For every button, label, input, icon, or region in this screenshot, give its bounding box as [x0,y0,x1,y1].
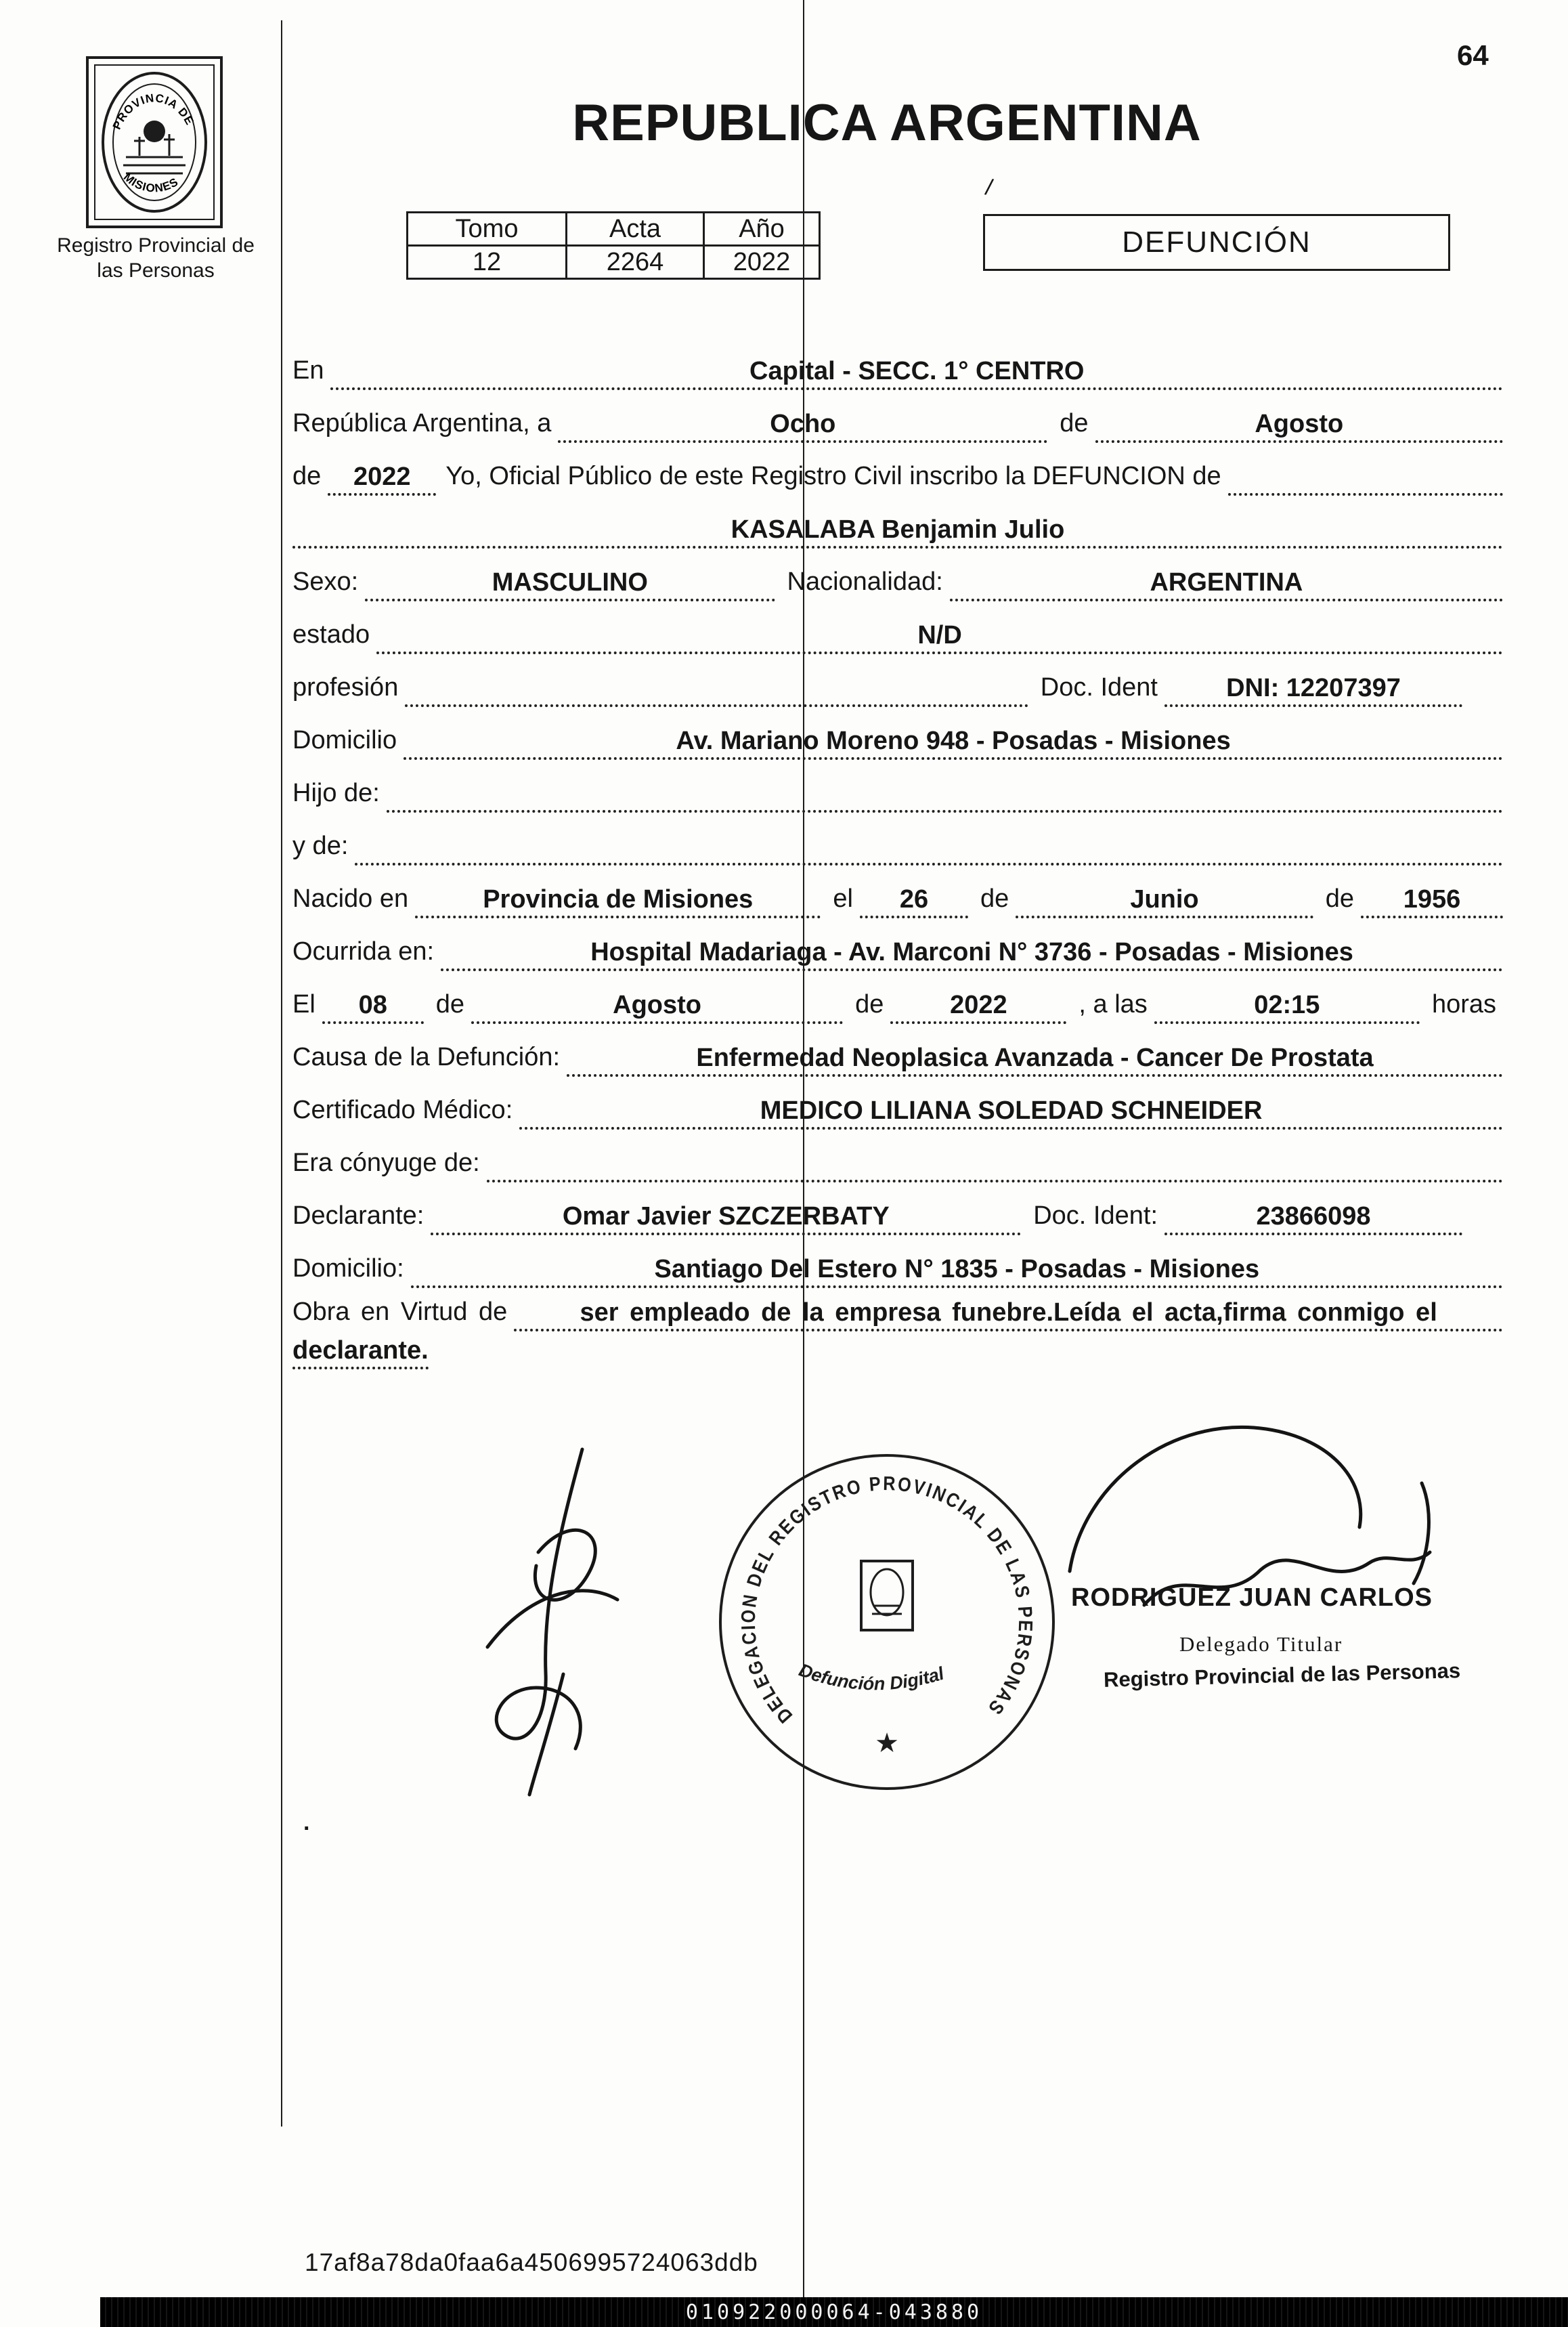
day-word-field [558,408,1047,443]
form-row-domicile [292,707,1503,760]
domicilio-value: Av. Mariano Moreno 948 - Posadas - Misiones [676,727,1231,755]
anio-value: 2022 [704,246,820,279]
year-value: 2022 [353,463,411,491]
form-row-closing-2 [292,1331,1503,1369]
seal-bottom-text: MISIONES [121,170,181,195]
document-title: REPUBLICA ARGENTINA [572,94,1202,152]
month-field [1095,408,1503,443]
obra-text2-field [292,1334,429,1369]
a-las-label: , a las [1079,990,1148,1019]
domicilio-field [404,725,1503,760]
el2-label: El [292,990,315,1019]
death-time-field [1154,989,1420,1024]
form-row-year-intro [292,443,1503,496]
profesion-label: profesión [292,673,399,702]
declarante-doc-field [1164,1200,1462,1235]
act-type-label: DEFUNCIÓN [1122,226,1311,259]
form-row-medical-certificate [292,1077,1503,1130]
deceased-name-value: KASALABA Benjamin Julio [731,515,1065,544]
obra-text-field [514,1296,1503,1331]
seal-sun-icon [144,121,165,142]
hijo-de-field [387,777,1503,813]
official-name: RODRIGUEZ JUAN CARLOS [1071,1583,1433,1612]
death-place-value: Hospital Madariaga - Av. Marconi N° 3736 - Posadas - Misiones [590,938,1353,966]
deceased-name-field [292,513,1503,549]
en-label: En [292,356,324,385]
birth-month-value: Junio [1130,885,1199,914]
conyuge-label: Era cónyuge de: [292,1149,480,1177]
left-margin-rule [281,20,282,2127]
y-de-field [355,830,1503,866]
anio-header: Año [704,213,820,246]
birth-day-field [860,883,968,918]
de-label-4: de [435,990,465,1019]
month-value: Agosto [1255,410,1344,438]
death-day-field [322,989,424,1024]
stray-slash-mark: / [983,174,995,201]
page-number: 64 [1457,39,1489,71]
sexo-label: Sexo: [292,568,359,596]
acta-header: Acta [567,213,704,246]
death-month-value: Agosto [613,991,702,1019]
form-row-spouse [292,1130,1503,1182]
form-row-closing-1 [292,1288,1503,1331]
form-row-sex-nationality [292,549,1503,601]
place-value: Capital - SECC. 1° CENTRO [749,357,1085,385]
place-field [330,355,1503,390]
stamp-star-icon: ★ [875,1728,899,1758]
sexo-value: MASCULINO [492,568,648,597]
sexo-field [365,566,775,601]
form-row-death-date [292,971,1503,1024]
form-row-declarant-domicile [292,1235,1503,1288]
birth-year-field [1361,883,1503,918]
death-day-value: 08 [358,991,387,1019]
form-row-deceased-name [292,496,1503,549]
estado-label: estado [292,620,370,649]
day-word-value: Ocho [770,410,836,438]
causa-label: Causa de la Defunción: [292,1043,561,1071]
logo-caption [39,233,272,283]
de-label-2: de [980,884,1009,913]
signature-stroke-1 [496,1449,582,1749]
horas-label: horas [1431,990,1496,1019]
stamp-ring-text: DELEGACION DEL REGISTRO PROVINCIAL DE LAS PERSONAS [737,1472,1037,1727]
stray-dot-mark: . [303,1810,310,1835]
el-label: el [833,884,853,913]
tomo-header: Tomo [408,213,567,246]
seal-top-text: PROVINCIA DE [110,91,196,132]
profesion-field [405,672,1028,707]
official-signature-tail [1414,1483,1429,1583]
hijo-de-label: Hijo de: [292,779,380,807]
causa-value: Enfermedad Neoplasica Avanzada - Cancer De Prostata [696,1044,1374,1072]
declarante-domicilio-value: Santiago Del Estero N° 1835 - Posadas - Misiones [654,1255,1260,1283]
tomo-value: 12 [408,246,567,279]
official-signature [1043,1402,1476,1659]
form-row-marital-status [292,601,1503,654]
doc-ident-field [1164,672,1462,707]
registry-table [406,211,821,280]
declarante-label: Declarante: [292,1201,424,1230]
official-title: Delegado Titular [1179,1632,1343,1656]
barcode [100,2297,1568,2327]
svg-text:Defunción Digital [796,1660,946,1694]
form-row-place [292,337,1503,390]
declarante-doc-value: 23866098 [1256,1202,1371,1231]
nacionalidad-label: Nacionalidad: [787,568,943,596]
stamp-inner-text: Defunción Digital [796,1659,946,1694]
form-row-birth [292,866,1503,918]
doc-ident2-label: Doc. Ident: [1033,1201,1158,1230]
birth-month-field [1016,883,1313,918]
domicilio2-label: Domicilio: [292,1254,404,1283]
birth-year-value: 1956 [1403,885,1461,914]
nacionalidad-value: ARGENTINA [1150,568,1303,597]
nacionalidad-field [950,566,1503,601]
declarante-field [431,1200,1021,1235]
logo-caption-line1: Registro Provincial de [57,234,255,257]
death-year-field [890,989,1066,1024]
birth-place-value: Provincia de Misiones [483,885,754,914]
republica-label: República Argentina, a [292,409,552,437]
obra-text-value: ser empleado de la empresa funebre.Leída el acta,firma conmigo el [580,1298,1437,1327]
document-hash: 17af8a78da0faa6a4506995724063ddb [305,2248,758,2276]
doc-ident-value: DNI: 12207397 [1226,674,1401,702]
estado-field [376,619,1503,654]
conyuge-field [487,1147,1503,1182]
form-row-father [292,760,1503,813]
nacido-en-label: Nacido en [292,884,409,913]
form-row-cause [292,1024,1503,1077]
intro-text: Yo, Oficial Público de este Registro Civil inscribo la DEFUNCION de [445,462,1221,490]
death-place-field [441,936,1503,971]
obra-label: Obra en Virtud de [292,1298,508,1326]
de-word: de [1060,409,1089,437]
registry-stamp [711,1446,1063,1798]
y-de-label: y de: [292,832,349,860]
registry-table-header-row [408,213,820,246]
death-month-field [471,989,843,1024]
form-row-death-place [292,918,1503,971]
logo-caption-line2: las Personas [97,259,215,282]
acta-value: 2264 [567,246,704,279]
provincial-seal-logo [85,56,223,232]
causa-field [567,1042,1503,1077]
de-label-5: de [855,990,884,1019]
certificado-label: Certificado Médico: [292,1096,513,1124]
de-label-3: de [1325,884,1354,913]
birth-day-value: 26 [899,885,929,914]
declarante-domicilio-field [411,1253,1503,1288]
form-row-profession-doc [292,654,1503,707]
intro-trailing-field [1228,461,1503,496]
certificado-value: MEDICO LILIANA SOLEDAD SCHNEIDER [760,1096,1263,1125]
seal-water-lines [123,157,186,173]
declarante-value: Omar Javier SZCZERBATY [562,1202,890,1231]
death-year-value: 2022 [950,991,1007,1019]
death-time-value: 02:15 [1254,991,1320,1019]
de-label: de [292,462,322,490]
barcode-number: 010922000064-043880 [685,2300,983,2324]
official-signature-flourish [1070,1427,1361,1571]
stamp-emblem-icon [861,1561,913,1630]
year-field [328,461,436,496]
estado-value: N/D [917,621,962,649]
certificado-field [519,1094,1503,1130]
form-row-date-words [292,390,1503,443]
form-row-mother [292,813,1503,866]
birth-place-field [415,883,821,918]
stamp-emblem-ellipse [871,1569,903,1615]
domicilio-label: Domicilio [292,726,397,754]
registry-table-value-row [408,246,820,279]
obra-text2-value: declarante. [292,1336,429,1365]
form-row-declarant [292,1182,1503,1235]
ocurrida-label: Ocurrida en: [292,937,435,966]
act-type-box [983,214,1450,271]
declarant-signature [366,1429,677,1808]
official-organization: Registro Provincial de las Personas [1103,1659,1461,1692]
certificate-form [292,337,1503,1369]
doc-ident-label: Doc. Ident [1040,673,1158,702]
